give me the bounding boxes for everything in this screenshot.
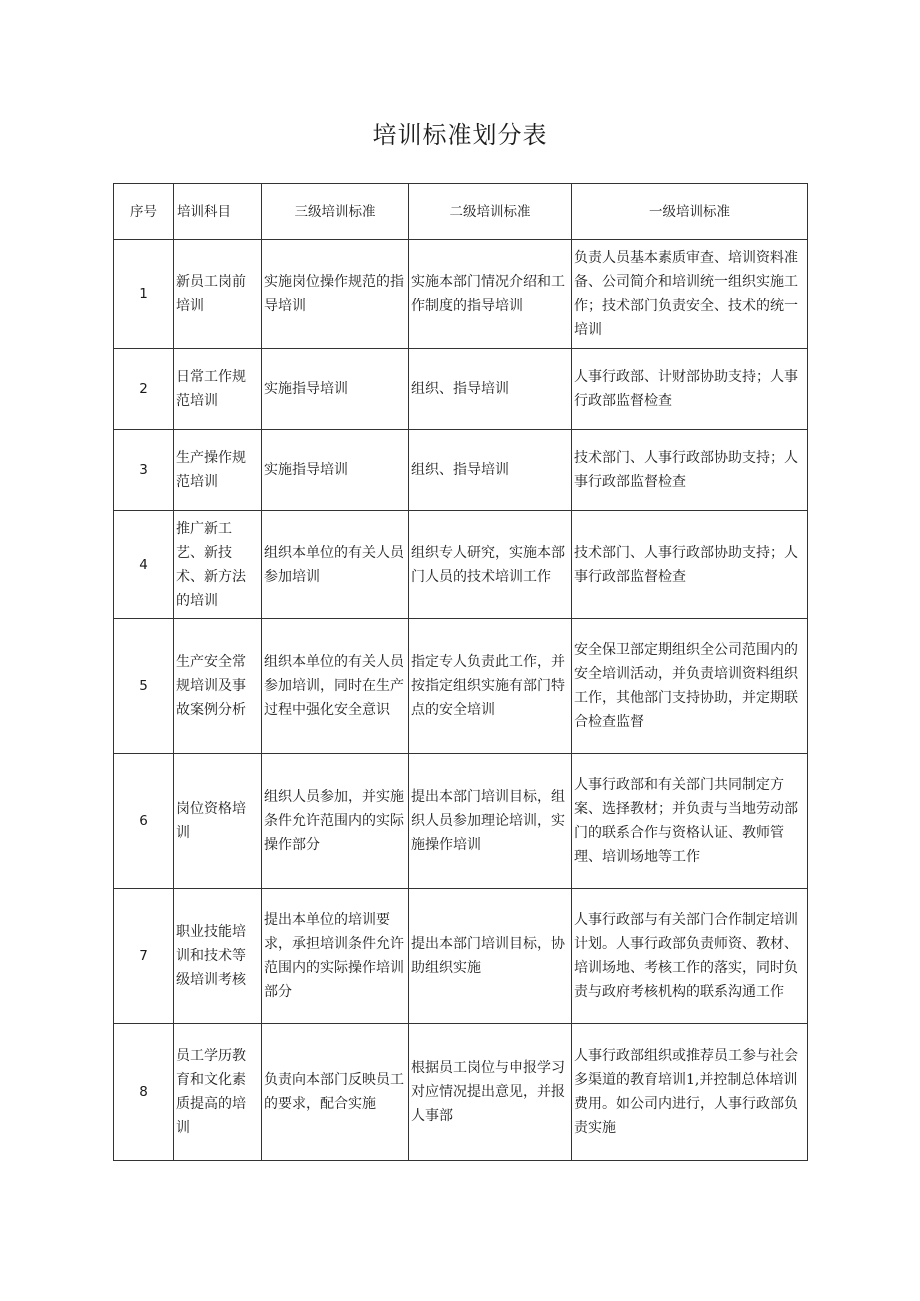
row-index: 3 xyxy=(114,430,174,511)
table-row xyxy=(114,619,808,754)
row-level2: 组织、指导培训 xyxy=(409,349,572,430)
row-level1: 负责人员基本素质审查、培训资料准备、公司简介和培训统一组织实施工作；技术部门负责安全、技术的统一培训 xyxy=(572,240,808,349)
table-row xyxy=(114,511,808,619)
table-row xyxy=(114,240,808,349)
row-level1: 安全保卫部定期组织全公司范围内的安全培训活动，并负责培训资料组织工作，其他部门支持协助，并定期联合检查监督 xyxy=(572,619,808,754)
table-row xyxy=(114,889,808,1024)
row-level2: 提出本部门培训目标，组织人员参加理论培训，实施操作培训 xyxy=(409,754,572,889)
row-index: 7 xyxy=(114,889,174,1024)
row-level3: 负责向本部门反映员工的要求，配合实施 xyxy=(262,1024,409,1161)
row-level1: 技术部门、人事行政部协助支持；人事行政部监督检查 xyxy=(572,511,808,619)
page-title: 培训标准划分表 xyxy=(372,121,548,149)
row-subject: 日常工作规范培训 xyxy=(174,349,262,430)
header-level2: 二级培训标准 xyxy=(409,184,572,240)
table-row xyxy=(114,430,808,511)
row-level3: 实施指导培训 xyxy=(262,349,409,430)
row-index: 1 xyxy=(114,240,174,349)
row-subject: 生产操作规范培训 xyxy=(174,430,262,511)
row-level2: 根据员工岗位与申报学习对应情况提出意见，并报人事部 xyxy=(409,1024,572,1161)
header-level3: 三级培训标准 xyxy=(262,184,409,240)
row-level1: 人事行政部、计财部协助支持；人事行政部监督检查 xyxy=(572,349,808,430)
training-standards-table xyxy=(113,183,808,1161)
row-index: 4 xyxy=(114,511,174,619)
row-level3: 组织人员参加，并实施条件允许范围内的实际操作部分 xyxy=(262,754,409,889)
table-row xyxy=(114,349,808,430)
row-level1: 技术部门、人事行政部协助支持；人事行政部监督检查 xyxy=(572,430,808,511)
row-subject: 员工学历教育和文化素质提高的培训 xyxy=(174,1024,262,1161)
row-level1: 人事行政部组织或推荐员工参与社会多渠道的教育培训1,并控制总体培训费用。如公司内进行，人事行政部负责实施 xyxy=(572,1024,808,1161)
row-subject: 新员工岗前培训 xyxy=(174,240,262,349)
row-level3: 实施指导培训 xyxy=(262,430,409,511)
row-index: 8 xyxy=(114,1024,174,1161)
header-level1: 一级培训标准 xyxy=(572,184,808,240)
row-level2: 实施本部门情况介绍和工作制度的指导培训 xyxy=(409,240,572,349)
row-subject: 岗位资格培训 xyxy=(174,754,262,889)
row-level3: 组织本单位的有关人员参加培训，同时在生产过程中强化安全意识 xyxy=(262,619,409,754)
row-level3: 组织本单位的有关人员参加培训 xyxy=(262,511,409,619)
row-subject: 职业技能培训和技术等级培训考核 xyxy=(174,889,262,1024)
header-subject: 培训科目 xyxy=(174,184,262,240)
row-index: 2 xyxy=(114,349,174,430)
row-level3: 提出本单位的培训要求，承担培训条件允许范围内的实际操作培训部分 xyxy=(262,889,409,1024)
row-level2: 指定专人负责此工作，并按指定组织实施有部门特点的安全培训 xyxy=(409,619,572,754)
row-level2: 组织专人研究，实施本部门人员的技术培训工作 xyxy=(409,511,572,619)
row-subject: 生产安全常规培训及事故案例分析 xyxy=(174,619,262,754)
row-level3: 实施岗位操作规范的指导培训 xyxy=(262,240,409,349)
row-subject: 推广新工艺、新技术、新方法的培训 xyxy=(174,511,262,619)
row-level1: 人事行政部和有关部门共同制定方案、选择教材；并负责与当地劳动部门的联系合作与资格认证、教师管理、培训场地等工作 xyxy=(572,754,808,889)
table-row xyxy=(114,754,808,889)
table-header-row xyxy=(114,184,808,240)
table-row xyxy=(114,1024,808,1161)
row-level2: 提出本部门培训目标，协助组织实施 xyxy=(409,889,572,1024)
row-index: 6 xyxy=(114,754,174,889)
header-index: 序号 xyxy=(114,184,174,240)
row-level2: 组织、指导培训 xyxy=(409,430,572,511)
row-level1: 人事行政部与有关部门合作制定培训计划。人事行政部负责师资、教材、培训场地、考核工作的落实，同时负责与政府考核机构的联系沟通工作 xyxy=(572,889,808,1024)
row-index: 5 xyxy=(114,619,174,754)
